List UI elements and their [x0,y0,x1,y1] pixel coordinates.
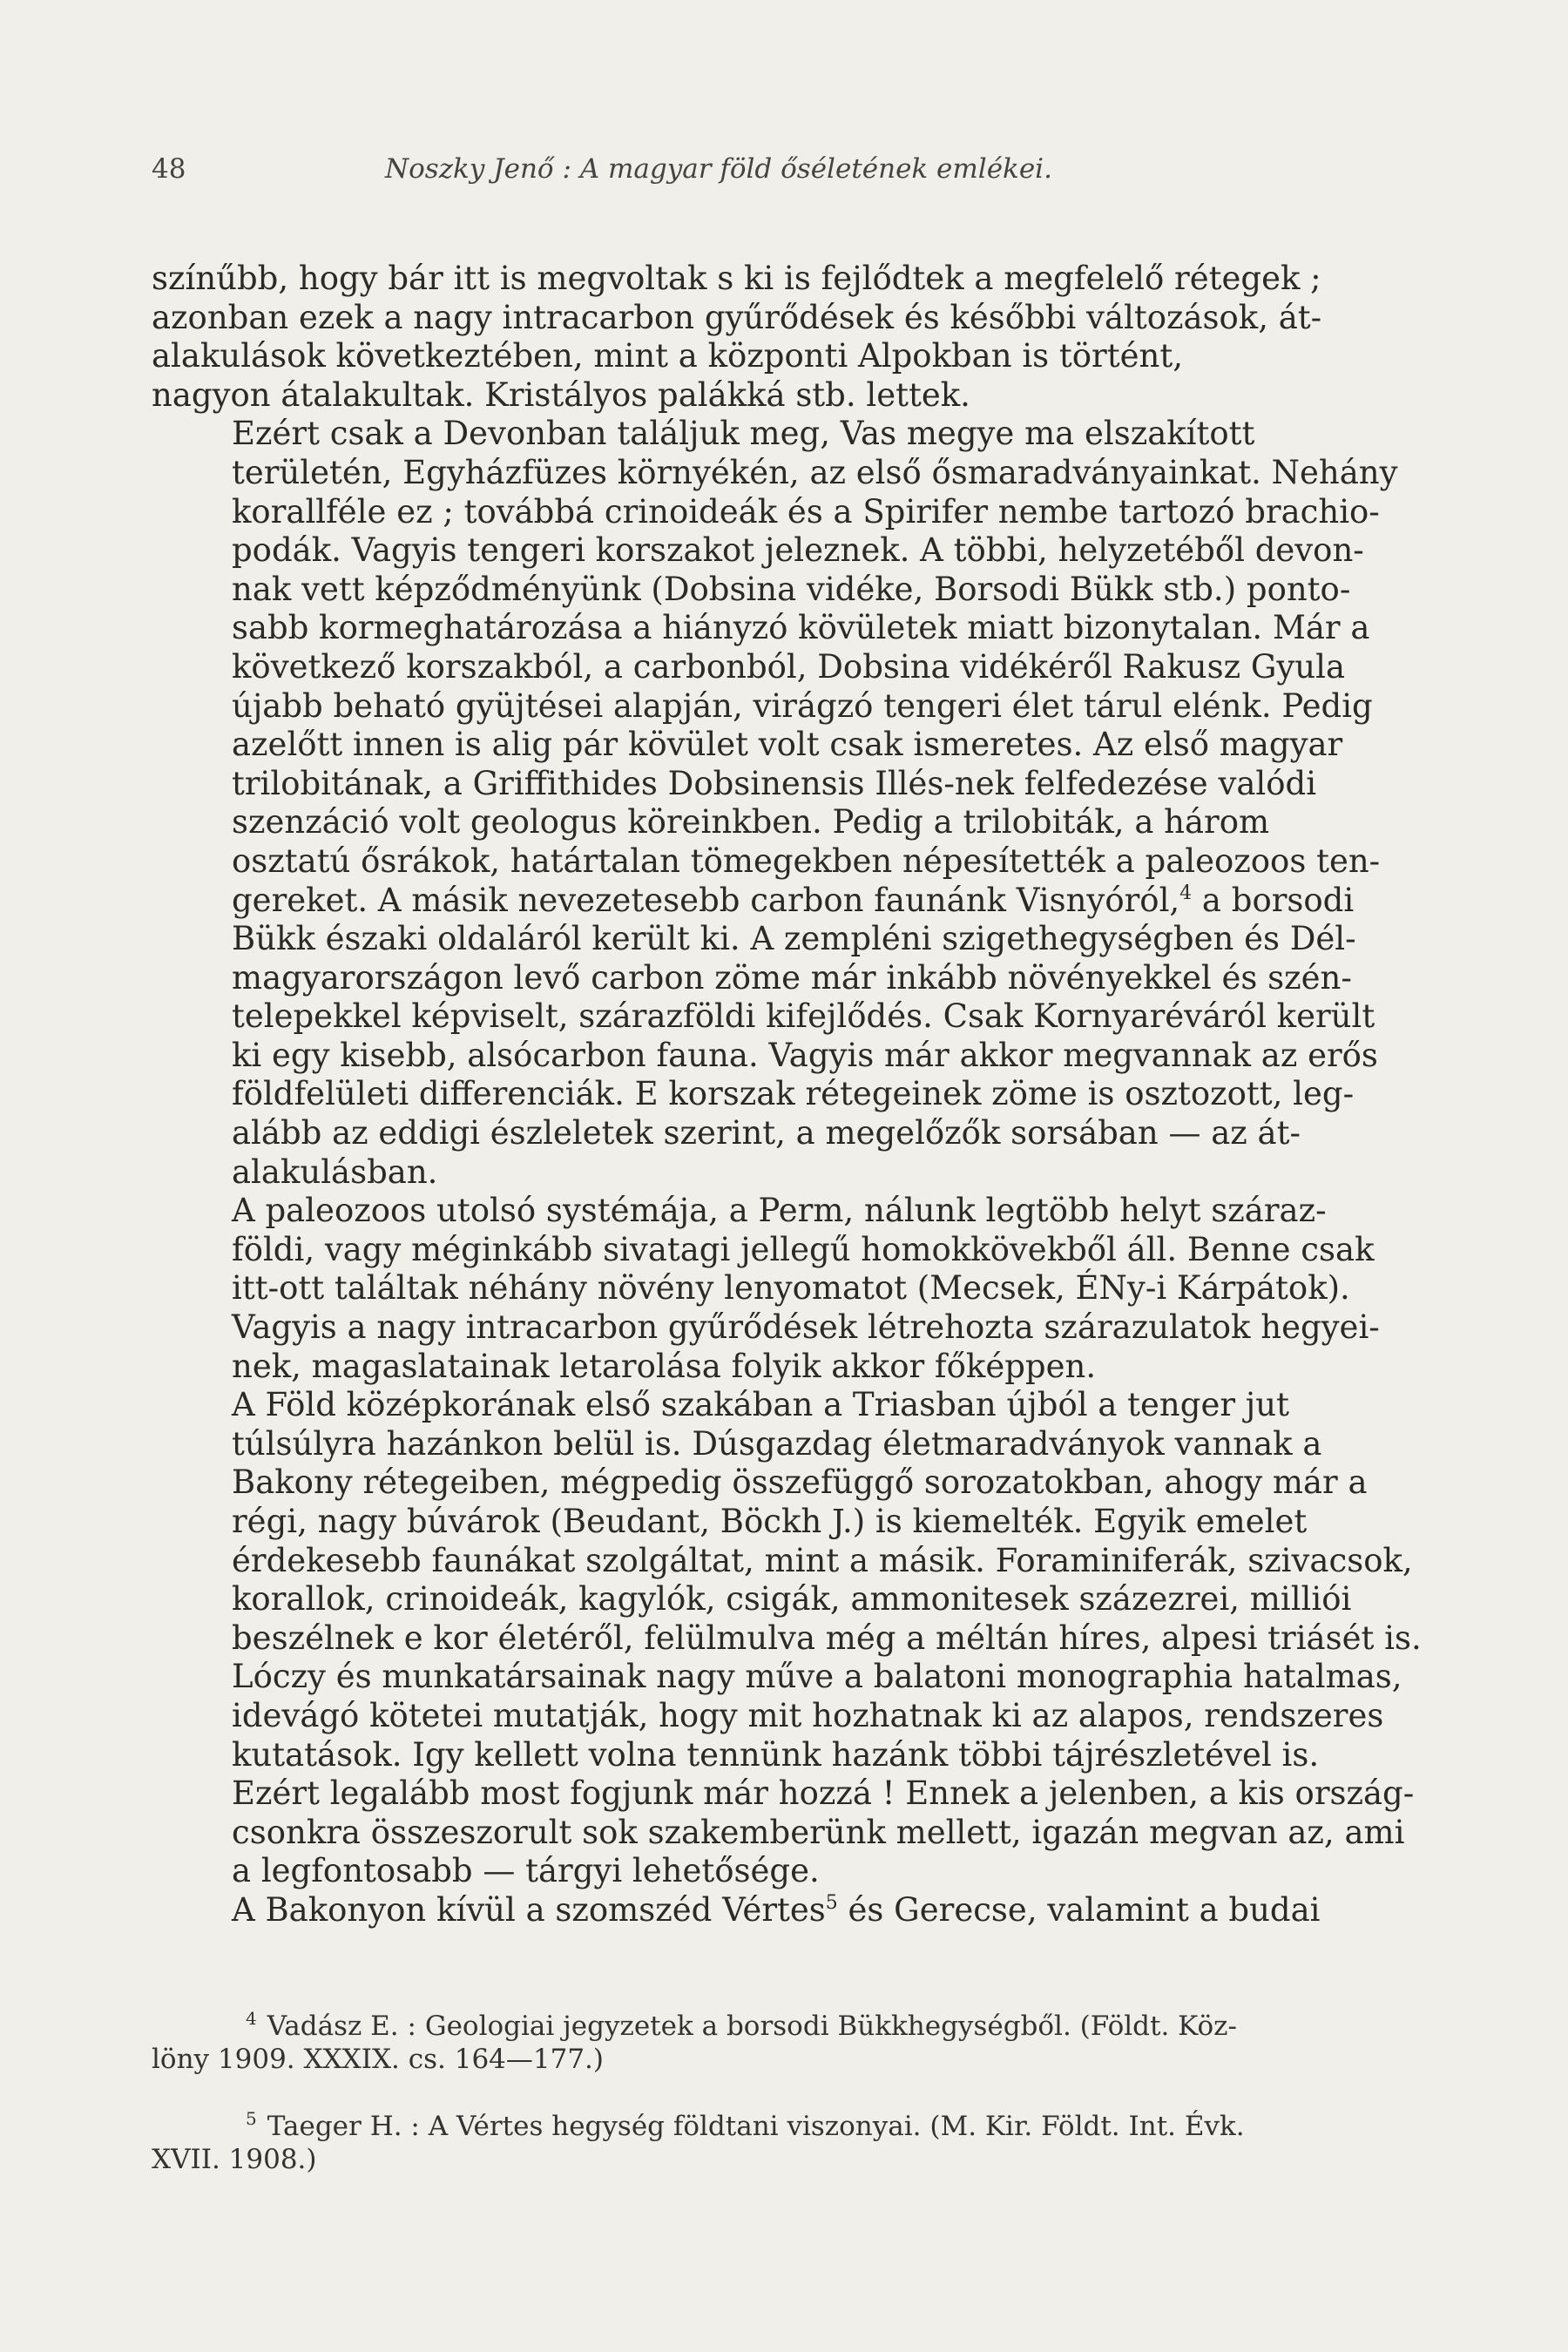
paragraph [152,260,1406,415]
page-header [152,153,1406,202]
text-line: területén, Egyházfüzes környékén, az első ősmaradványainkat. Nehány [232,453,1398,491]
text-line: alakulásban. [232,1152,438,1191]
text-line: A Föld középkorának első szakában a Triasban újból a tenger jut [232,1386,1289,1424]
running-title: Noszky Jenő : A magyar föld őséletének emlékei. [385,153,1052,185]
text-line: osztatú ősrákok, határtalan tömegekben népesítették a paleozoos ten- [232,841,1381,880]
text-line: ki egy kisebb, alsócarbon fauna. Vagyis már akkor megvannak az erős [232,1036,1378,1074]
footnote [152,2102,1406,2176]
paragraph [152,1192,1406,1386]
text-line: korallféle ez ; továbbá crinoideák és a Spirifer nembe tartozó brachio- [232,492,1380,531]
text-line-with-ref [152,882,1406,921]
text-line: érdekesebb faunákat szolgáltat, mint a másik. Foraminiferák, szivacsok, [232,1541,1413,1579]
text-line: Ezért legalább most fogjunk már hozzá ! Ennek a jelenben, a kis ország- [232,1774,1415,1813]
paragraph [152,1386,1422,1891]
text-line: újabb beható gyüjtései alapján, virágzó tengeri élet tárul elénk. Pedig [232,686,1373,725]
text-line: azonban ezek a nagy intracarbon gyűrődések és későbbi változások, át- [152,298,1322,336]
text-line: szenzáció volt geologus köreinkben. Pedig a trilobiták, a három [232,803,1270,841]
footnote-line [152,2002,1406,2043]
footnote [152,2002,1406,2076]
text-line: a legfontosabb — tárgyi lehetősége. [232,1852,820,1890]
text-line-with-ref [152,1891,1406,1930]
footnote-text: Vadász E. : Geologiai jegyzetek a borsodi Bükkhegységből. (Földt. Köz- [267,2011,1237,2042]
footnote-line: XVII. 1908.) [152,2144,317,2175]
text-segment: a borsodi [1192,881,1355,919]
body-text [152,260,1422,1930]
text-line: színűbb, hogy bár itt is megvoltak s ki is fejlődtek a megfelelő rétegek ; [152,260,1321,297]
text-line: telepekkel képviselt, szárazföldi kifejlődés. Csak Kornyaréváról került [232,997,1375,1036]
footnote-line: löny 1909. XXXIX. cs. 164—177.) [152,2044,605,2075]
text-segment: A Bakonyon kívül a szomszéd Vértes [232,1890,826,1929]
text-line: kutatások. Igy kellett volna tennünk hazánk többi tájrészletével is. [232,1735,1320,1774]
text-line: alább az eddigi észleletek szerint, a megelőzők sorsában — az át- [232,1114,1301,1152]
text-line: következő korszakból, a carbonból, Dobsina vidékéről Rakusz Gyula [232,647,1345,686]
text-line: azelőtt innen is alig pár kövület volt csak ismeretes. Az első magyar [232,726,1343,764]
footnote-ref: 4 [1179,882,1193,904]
text-line: magyarországon levő carbon zöme már inkább növényekkel és szén- [232,958,1352,997]
paragraph [152,415,1406,1192]
page-number: 48 [152,153,186,185]
text-line: túlsúlyra hazánkon belül is. Dúsgazdag életmaradványok vannak a [232,1424,1322,1463]
footnote-mark: 5 [246,2108,257,2129]
footnote-ref: 5 [825,1891,838,1914]
text-line: Bakony rétegeiben, mégpedig összefüggő sorozatokban, ahogy már a [232,1463,1368,1502]
text-line: korallok, crinoideák, kagylók, csigák, ammonitesek százezrei, milliói [232,1580,1352,1619]
text-line: Bükk északi oldaláról került ki. A zempléni szigethegységben és Dél- [232,920,1356,958]
text-line: A paleozoos utolsó systémája, a Perm, nálunk legtöbb helyt száraz- [232,1192,1327,1230]
paragraph [152,1891,1406,1930]
text-line: trilobitának, a Griffithides Dobsinensis Illés-nek felfedezése valódi [232,764,1317,802]
text-line: nagyon átalakultak. Kristályos palákká stb. lettek. [152,375,970,414]
text-segment: és Gerecse, valamint a budai [848,1890,1321,1929]
text-line: földfelületi differenciák. E korszak rétegeinek zöme is osztozott, leg- [232,1075,1355,1113]
text-line: nak vett képződményünk (Dobsina vidéke, Borsodi Bükk stb.) ponto- [232,570,1351,608]
text-line: sabb kormeghatározása a hiányzó kövületek miatt bizonytalan. Már a [232,609,1370,647]
text-line: idevágó kötetei mutatják, hogy mit hozhatnak ki az alapos, rendszeres [232,1696,1384,1734]
footnote-line [152,2102,1406,2143]
text-line: nek, magaslatainak letarolása folyik akkor főképpen. [232,1347,1097,1385]
footnote-text: Taeger H. : A Vértes hegység földtani viszonyai. (M. Kir. Földt. Int. Évk. [267,2111,1245,2142]
text-line: földi, vagy méginkább sivatagi jellegű homokkövekből áll. Benne csak [232,1230,1375,1268]
footnote-mark: 4 [246,2008,257,2029]
text-line: régi, nagy búvárok (Beudant, Böckh J.) is kiemelték. Egyik emelet [232,1503,1308,1540]
text-segment: gereket. A másik nevezetesebb carbon faunánk Visnyóról, [232,881,1180,919]
text-line: Vagyis a nagy intracarbon gyűrődések létrehozta szárazulatok hegyei- [232,1308,1380,1347]
text-line: beszélnek e kor életéről, felülmulva még a méltán híres, alpesi triásét is. [232,1619,1422,1657]
text-line: alakulások következtében, mint a központi Alpokban is történt, [152,337,1183,375]
text-line: Lóczy és munkatársainak nagy műve a balatoni monographia hatalmas, [232,1658,1402,1696]
text-line: Ezért csak a Devonban találjuk meg, Vas megye ma elszakított [232,415,1255,453]
text-line: podák. Vagyis tengeri korszakot jeleznek. A többi, helyzetéből devon- [232,531,1364,570]
footnotes [152,2002,1406,2202]
text-line: csonkra összeszorult sok szakemberünk mellett, igazán megvan az, ami [232,1813,1405,1851]
text-line: itt-ott találtak néhány növény lenyomatot (Mecsek, ÉNy-i Kárpátok). [232,1269,1350,1308]
